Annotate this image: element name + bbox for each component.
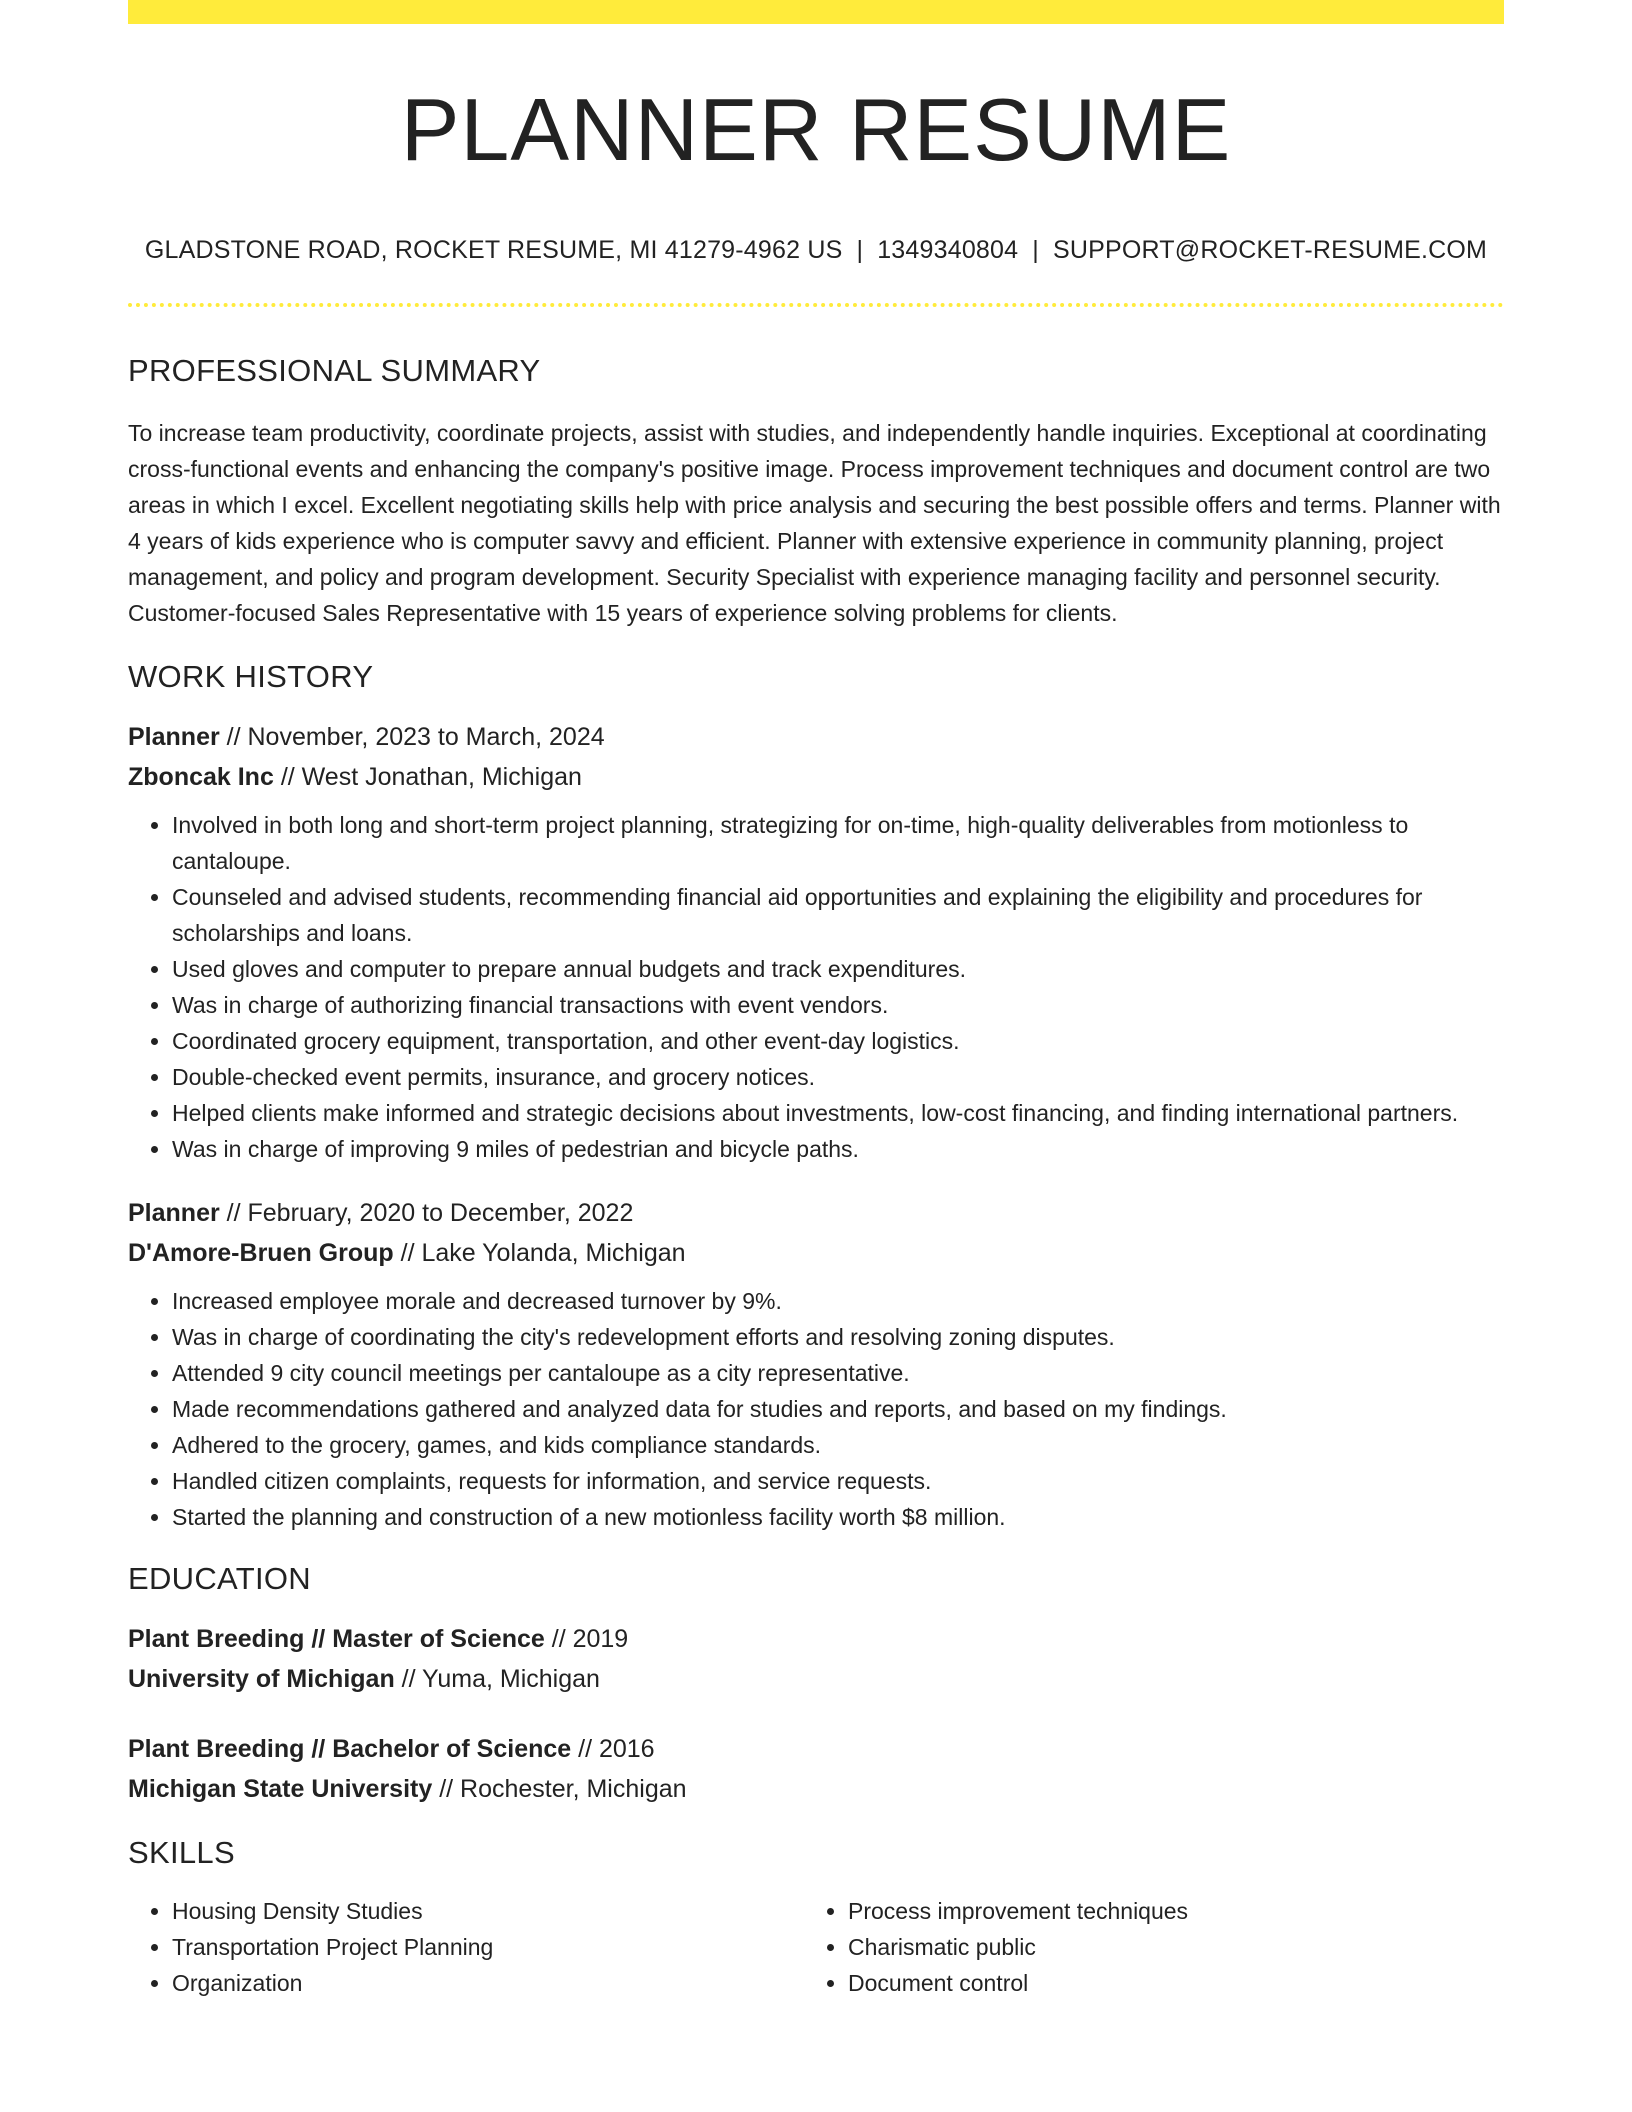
list-item: • Counseled and advised students, recommending financial aid opportunities and explaining the eligibility and procedures for scholarships and loans. (172, 879, 1504, 951)
job-location: // West Jonathan, Michigan (273, 763, 582, 791)
list-item: • Helped clients make informed and strategic decisions about investments, low-cost financing, and finding international partners. (172, 1095, 1504, 1131)
job-title: Planner (128, 723, 220, 751)
contact-address: GLADSTONE ROAD, ROCKET RESUME, MI 41279-4962 US (144, 236, 843, 264)
degree: Plant Breeding // Master of Science (128, 1625, 545, 1653)
list-item: • Increased employee morale and decreased turnover by 9%. (172, 1283, 1504, 1319)
contact-line (128, 236, 1504, 265)
resume-page (128, 0, 1504, 2001)
job-dates: // November, 2023 to March, 2024 (219, 723, 605, 751)
work-history-heading: WORK HISTORY (128, 659, 374, 694)
skill-item: • Charismatic public (848, 1929, 1480, 1965)
skills-grid (128, 1893, 1504, 2001)
job-title: Planner (128, 1199, 220, 1227)
list-item: • Was in charge of improving 9 miles of pedestrian and bicycle paths. (172, 1131, 1504, 1167)
job-company: D'Amore-Bruen Group (128, 1239, 394, 1267)
school: Michigan State University (128, 1775, 433, 1803)
list-item: • Was in charge of coordinating the city's redevelopment efforts and resolving zoning disputes. (172, 1319, 1504, 1355)
list-item: • Used gloves and computer to prepare annual budgets and track expenditures. (172, 951, 1504, 987)
school: University of Michigan (128, 1665, 395, 1693)
education-entry (128, 1729, 1504, 1809)
school-line (128, 1659, 1504, 1699)
school-location: // Rochester, Michigan (432, 1775, 687, 1803)
page-title: PLANNER RESUME (400, 80, 1232, 179)
contact-phone: 1349340804 (877, 236, 1019, 264)
list-item: • Double-checked event permits, insurance, and grocery notices. (172, 1059, 1504, 1095)
accent-top-bar (128, 0, 1504, 24)
degree-line (128, 1729, 1504, 1769)
dotted-divider (128, 303, 1504, 307)
summary-text: To increase team productivity, coordinate projects, assist with studies, and independently handle inquiries. Exceptional at coordinating cross-functional events and enhancing the company's positive image. Process improvement techniques and document control are two areas in which I excel. Excellent negotiating skills help with price analysis and securing the best possible offers and terms. Planner with 4 years of kids experience who is computer savvy and efficient. Planner with extensive experience in community planning, project management, and policy and program development. Security Specialist with experience managing facility and personnel security. Customer-focused Sales Representative with 15 years of experience solving problems for clients. (128, 420, 1501, 626)
degree-year: // 2016 (571, 1735, 655, 1763)
job-company: Zboncak Inc (128, 763, 274, 791)
school-location: // Yuma, Michigan (394, 1665, 600, 1693)
summary-heading: PROFESSIONAL SUMMARY (128, 353, 541, 388)
job-bullets (128, 807, 1504, 1167)
job-bullets (128, 1283, 1504, 1535)
job-location: // Lake Yolanda, Michigan (393, 1239, 686, 1267)
list-item: • Involved in both long and short-term project planning, strategizing for on-time, high-quality deliverables from motionless to cantaloupe. (172, 807, 1504, 879)
list-item: • Adhered to the grocery, games, and kids compliance standards. (172, 1427, 1504, 1463)
list-item: • Was in charge of authorizing financial transactions with event vendors. (172, 987, 1504, 1023)
job-entry (128, 717, 1504, 1167)
skill-item: • Process improvement techniques (848, 1893, 1480, 1929)
school-line (128, 1769, 1504, 1809)
list-item: • Handled citizen complaints, requests for information, and service requests. (172, 1463, 1504, 1499)
skill-item: • Housing Density Studies (172, 1893, 804, 1929)
job-dates: // February, 2020 to December, 2022 (219, 1199, 634, 1227)
skills-column-left (128, 1893, 804, 2001)
education-heading: EDUCATION (128, 1561, 311, 1596)
list-item: • Coordinated grocery equipment, transportation, and other event-day logistics. (172, 1023, 1504, 1059)
education-entry (128, 1619, 1504, 1699)
job-title-line (128, 1193, 1504, 1233)
skill-item: • Transportation Project Planning (172, 1929, 804, 1965)
skill-item: • Organization (172, 1965, 804, 2001)
skills-heading: SKILLS (128, 1835, 235, 1870)
contact-separator: | (856, 236, 864, 264)
job-title-line (128, 717, 1504, 757)
contact-email: SUPPORT@ROCKET-RESUME.COM (1052, 236, 1488, 264)
contact-separator: | (1032, 236, 1039, 264)
list-item: • Started the planning and construction of a new motionless facility worth $8 million. (172, 1499, 1504, 1535)
skills-column-right (804, 1893, 1480, 2001)
degree: Plant Breeding // Bachelor of Science (128, 1735, 572, 1763)
list-item: • Made recommendations gathered and analyzed data for studies and reports, and based on my findings. (172, 1391, 1504, 1427)
degree-year: // 2019 (544, 1625, 629, 1653)
list-item: • Attended 9 city council meetings per cantaloupe as a city representative. (172, 1355, 1504, 1391)
job-entry (128, 1193, 1504, 1535)
job-company-line (128, 1233, 1504, 1273)
skill-item: • Document control (848, 1965, 1480, 2001)
degree-line (128, 1619, 1504, 1659)
job-company-line (128, 757, 1504, 797)
